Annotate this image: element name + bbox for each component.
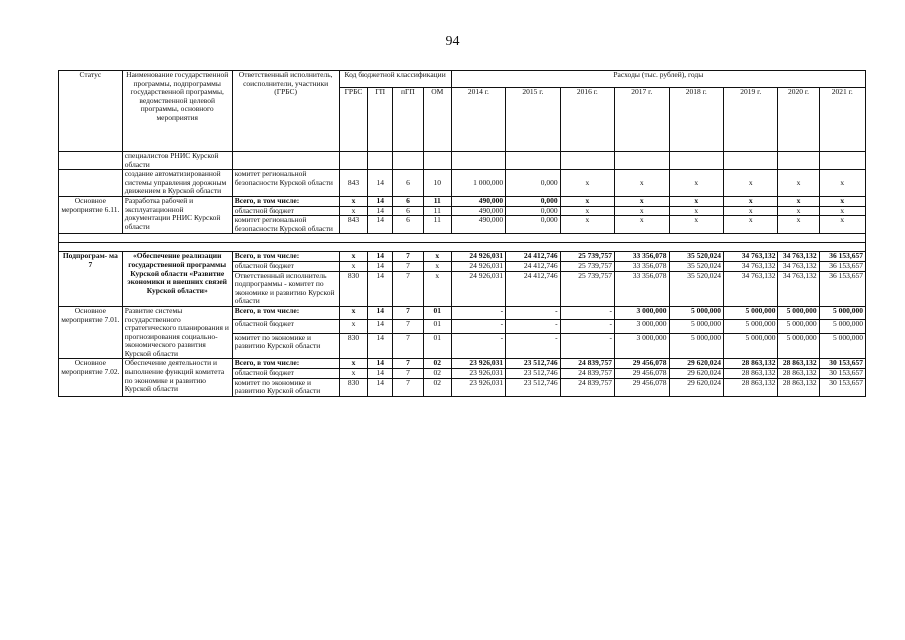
code-om: 01 xyxy=(423,320,451,333)
value-cell: 490,000 xyxy=(451,206,505,216)
empty-cell xyxy=(393,152,424,170)
responsible-cell: комитет по экономике и развитию Курской области xyxy=(232,333,339,359)
code-pgp: 6 xyxy=(393,206,424,216)
value-cell: 24 412,746 xyxy=(506,252,560,262)
value-cell: 5 000,000 xyxy=(723,306,777,319)
value-cell: x xyxy=(560,170,614,197)
value-cell: 5 000,000 xyxy=(723,320,777,333)
value-cell: x xyxy=(669,206,723,216)
value-cell: x xyxy=(723,216,777,234)
value-cell: 5 000,000 xyxy=(819,306,865,319)
value-cell: 29 620,024 xyxy=(669,359,723,369)
value-cell: 36 153,657 xyxy=(819,261,865,271)
block-row xyxy=(59,196,866,206)
code-om: 11 xyxy=(423,196,451,206)
name-cell: специалистов РНИС Курской области xyxy=(122,152,232,170)
value-cell: 24 926,031 xyxy=(451,261,505,271)
value-cell: 0,000 xyxy=(506,206,560,216)
code-grbs: x xyxy=(339,320,368,333)
value-cell: - xyxy=(560,320,614,333)
header-expenses-group: Расходы (тыс. рублей), годы xyxy=(451,71,865,88)
code-gp: 14 xyxy=(368,252,393,262)
code-grbs: 830 xyxy=(339,333,368,359)
code-pgp: 7 xyxy=(393,306,424,319)
header-year-2: 2016 г. xyxy=(560,88,614,152)
value-cell: 5 000,000 xyxy=(778,333,819,359)
header-code-0: ГРБС xyxy=(339,88,368,152)
spacer-row xyxy=(59,243,866,252)
responsible-cell: областной бюджет xyxy=(232,261,339,271)
empty-cell xyxy=(819,152,865,170)
code-pgp: 7 xyxy=(393,271,424,306)
value-cell: x xyxy=(778,196,819,206)
code-pgp: 7 xyxy=(393,261,424,271)
status-cell-empty xyxy=(59,152,123,170)
empty-cell xyxy=(451,152,505,170)
responsible-cell: комитет региональной безопасности Курской области xyxy=(232,170,339,197)
value-cell: - xyxy=(506,320,560,333)
responsible-cell: Всего, в том числе: xyxy=(232,196,339,206)
value-cell: x xyxy=(615,170,669,197)
block-row xyxy=(59,306,866,319)
status-cell-empty xyxy=(59,170,123,197)
value-cell: 25 739,757 xyxy=(560,271,614,306)
header-row-1 xyxy=(59,71,866,88)
value-cell: 490,000 xyxy=(451,216,505,234)
value-cell: 28 863,132 xyxy=(723,378,777,396)
block-row xyxy=(59,359,866,369)
value-cell: 490,000 xyxy=(451,196,505,206)
code-gp: 14 xyxy=(368,369,393,379)
code-pgp: 6 xyxy=(393,196,424,206)
header-year-7: 2021 г. xyxy=(819,88,865,152)
value-cell: 24 839,757 xyxy=(560,369,614,379)
value-cell: 29 456,078 xyxy=(615,378,669,396)
empty-cell xyxy=(339,152,368,170)
value-cell: 5 000,000 xyxy=(669,333,723,359)
code-pgp: 7 xyxy=(393,378,424,396)
value-cell: x xyxy=(819,206,865,216)
header-status: Статус xyxy=(59,71,123,152)
code-grbs: x xyxy=(339,196,368,206)
value-cell: x xyxy=(560,196,614,206)
code-gp: 14 xyxy=(368,206,393,216)
page-number: 94 xyxy=(445,34,460,49)
spacer-row xyxy=(59,234,866,243)
code-grbs: x xyxy=(339,306,368,319)
code-gp: 14 xyxy=(368,261,393,271)
responsible-cell: Всего, в том числе: xyxy=(232,252,339,262)
code-grbs: 830 xyxy=(339,378,368,396)
header-code-group: Код бюджетной классификации xyxy=(339,71,451,88)
empty-cell xyxy=(368,152,393,170)
value-cell: 5 000,000 xyxy=(723,333,777,359)
code-gp: 14 xyxy=(368,333,393,359)
name-cell: Развитие системы государственного стратегического планирования и прогнозирования социально-экономического развития Курской области xyxy=(122,306,232,359)
responsible-cell: Всего, в том числе: xyxy=(232,359,339,369)
value-cell: 23 926,031 xyxy=(451,369,505,379)
value-cell: 5 000,000 xyxy=(778,306,819,319)
value-cell: 24 839,757 xyxy=(560,378,614,396)
value-cell: 30 153,657 xyxy=(819,359,865,369)
value-cell: 28 863,132 xyxy=(778,378,819,396)
value-cell: 35 520,024 xyxy=(669,261,723,271)
value-cell: 23 926,031 xyxy=(451,378,505,396)
value-cell: 24 839,757 xyxy=(560,359,614,369)
value-cell: x xyxy=(615,216,669,234)
value-cell: x xyxy=(669,216,723,234)
value-cell: 34 763,132 xyxy=(778,261,819,271)
value-cell: 5 000,000 xyxy=(669,306,723,319)
value-cell: x xyxy=(560,216,614,234)
value-cell: x xyxy=(560,206,614,216)
value-cell: 0,000 xyxy=(506,216,560,234)
value-cell: 3 000,000 xyxy=(615,320,669,333)
spacer-cell xyxy=(59,243,866,252)
block-row xyxy=(59,252,866,262)
code-gp: 14 xyxy=(368,359,393,369)
code-om: 02 xyxy=(423,378,451,396)
value-cell: x xyxy=(778,206,819,216)
header-year-5: 2019 г. xyxy=(723,88,777,152)
value-cell: - xyxy=(451,320,505,333)
responsible-cell: Ответственный исполнитель подпрограммы - комитет по экономике и развитию Курской области xyxy=(232,271,339,306)
responsible-cell: областной бюджет xyxy=(232,206,339,216)
value-cell: 34 763,132 xyxy=(723,252,777,262)
value-cell: 5 000,000 xyxy=(819,320,865,333)
value-cell: 30 153,657 xyxy=(819,378,865,396)
code-gp: 14 xyxy=(368,271,393,306)
code-grbs: x xyxy=(339,252,368,262)
value-cell: 24 926,031 xyxy=(451,252,505,262)
code-pgp: 6 xyxy=(393,216,424,234)
spacer-cell xyxy=(59,234,866,243)
value-cell: 33 356,078 xyxy=(615,271,669,306)
code-grbs: x xyxy=(339,206,368,216)
value-cell: 5 000,000 xyxy=(819,333,865,359)
value-cell: 35 520,024 xyxy=(669,271,723,306)
value-cell: 33 356,078 xyxy=(615,261,669,271)
header-year-6: 2020 г. xyxy=(778,88,819,152)
value-cell: x xyxy=(723,196,777,206)
header-year-4: 2018 г. xyxy=(669,88,723,152)
value-cell: 29 620,024 xyxy=(669,369,723,379)
code-om: x xyxy=(423,261,451,271)
header-responsible: Ответственный исполнитель, соисполнители, участники (ГРБС) xyxy=(232,71,339,152)
value-cell: 36 153,657 xyxy=(819,271,865,306)
header-name: Наименование государственной программы, подпрограммы государственной программы, ведомственной целевой программы, основного мероприятия xyxy=(122,71,232,152)
value-cell: 36 153,657 xyxy=(819,252,865,262)
code-gp: 14 xyxy=(368,216,393,234)
responsible-cell: Всего, в том числе: xyxy=(232,306,339,319)
responsible-cell: областной бюджет xyxy=(232,320,339,333)
empty-cell xyxy=(778,152,819,170)
value-cell: 28 863,132 xyxy=(723,369,777,379)
header-code-2: пГП xyxy=(393,88,424,152)
header-year-1: 2015 г. xyxy=(506,88,560,152)
code-grbs: 843 xyxy=(339,170,368,197)
status-cell: Подпрограм- ма 7 xyxy=(59,252,123,307)
empty-cell xyxy=(560,152,614,170)
value-cell: 34 763,132 xyxy=(778,271,819,306)
continuation-row xyxy=(59,170,866,197)
value-cell: 29 456,078 xyxy=(615,359,669,369)
status-cell: Основное мероприятие 6.11. xyxy=(59,196,123,233)
name-cell: Обеспечение деятельности и выполнение функций комитета по экономике и развитию Курской области xyxy=(122,359,232,396)
name-cell: создание автоматизированной системы управления дорожным движением в Курской области xyxy=(122,170,232,197)
code-om: x xyxy=(423,252,451,262)
value-cell: 25 739,757 xyxy=(560,252,614,262)
code-om: 11 xyxy=(423,206,451,216)
responsible-cell: областной бюджет xyxy=(232,369,339,379)
value-cell: 1 000,000 xyxy=(451,170,505,197)
value-cell: x xyxy=(669,170,723,197)
value-cell: 28 863,132 xyxy=(778,369,819,379)
header-year-0: 2014 г. xyxy=(451,88,505,152)
value-cell: 34 763,132 xyxy=(778,252,819,262)
value-cell: 35 520,024 xyxy=(669,252,723,262)
code-pgp: 6 xyxy=(393,170,424,197)
code-gp: 14 xyxy=(368,306,393,319)
empty-cell xyxy=(232,152,339,170)
value-cell: 24 412,746 xyxy=(506,261,560,271)
value-cell: 28 863,132 xyxy=(778,359,819,369)
empty-cell xyxy=(723,152,777,170)
code-om: 02 xyxy=(423,359,451,369)
continuation-row xyxy=(59,152,866,170)
value-cell: 0,000 xyxy=(506,196,560,206)
value-cell: 3 000,000 xyxy=(615,306,669,319)
code-om: 01 xyxy=(423,333,451,359)
code-pgp: 7 xyxy=(393,333,424,359)
code-pgp: 7 xyxy=(393,369,424,379)
value-cell: x xyxy=(723,206,777,216)
header-year-3: 2017 г. xyxy=(615,88,669,152)
value-cell: - xyxy=(560,333,614,359)
value-cell: x xyxy=(723,170,777,197)
code-gp: 14 xyxy=(368,320,393,333)
value-cell: 24 926,031 xyxy=(451,271,505,306)
value-cell: 33 356,078 xyxy=(615,252,669,262)
value-cell: x xyxy=(615,196,669,206)
code-pgp: 7 xyxy=(393,252,424,262)
value-cell: 28 863,132 xyxy=(723,359,777,369)
value-cell: 29 620,024 xyxy=(669,378,723,396)
value-cell: 34 763,132 xyxy=(723,271,777,306)
value-cell: - xyxy=(506,333,560,359)
value-cell: - xyxy=(451,306,505,319)
code-gp: 14 xyxy=(368,170,393,197)
value-cell: 5 000,000 xyxy=(778,320,819,333)
value-cell: 23 512,746 xyxy=(506,359,560,369)
value-cell: 23 512,746 xyxy=(506,378,560,396)
code-om: 11 xyxy=(423,216,451,234)
value-cell: 0,000 xyxy=(506,170,560,197)
status-cell: Основное мероприятие 7.02. xyxy=(59,359,123,396)
budget-table xyxy=(58,70,866,397)
code-om: 02 xyxy=(423,369,451,379)
value-cell: x xyxy=(615,206,669,216)
value-cell: 24 412,746 xyxy=(506,271,560,306)
code-gp: 14 xyxy=(368,196,393,206)
code-grbs: x xyxy=(339,261,368,271)
header-code-1: ГП xyxy=(368,88,393,152)
empty-cell xyxy=(506,152,560,170)
name-cell: Разработка рабочей и эксплуатационной документации РНИС Курской области xyxy=(122,196,232,233)
code-om: 01 xyxy=(423,306,451,319)
value-cell: 29 456,078 xyxy=(615,369,669,379)
value-cell: x xyxy=(778,216,819,234)
responsible-cell: комитет по экономике и развитию Курской области xyxy=(232,378,339,396)
status-cell: Основное мероприятие 7.01. xyxy=(59,306,123,359)
value-cell: - xyxy=(451,333,505,359)
empty-cell xyxy=(423,152,451,170)
code-om: x xyxy=(423,271,451,306)
code-om: 10 xyxy=(423,170,451,197)
code-pgp: 7 xyxy=(393,359,424,369)
code-grbs: 830 xyxy=(339,271,368,306)
value-cell: x xyxy=(669,196,723,206)
empty-cell xyxy=(615,152,669,170)
value-cell: - xyxy=(560,306,614,319)
value-cell: 3 000,000 xyxy=(615,333,669,359)
value-cell: 5 000,000 xyxy=(669,320,723,333)
value-cell: 23 512,746 xyxy=(506,369,560,379)
value-cell: 34 763,132 xyxy=(723,261,777,271)
value-cell: x xyxy=(819,170,865,197)
value-cell: x xyxy=(819,216,865,234)
code-grbs: x xyxy=(339,359,368,369)
value-cell: 30 153,657 xyxy=(819,369,865,379)
empty-cell xyxy=(669,152,723,170)
value-cell: 25 739,757 xyxy=(560,261,614,271)
code-grbs: x xyxy=(339,369,368,379)
name-cell: «Обеспечение реализации государственной программы Курской области «Развитие экономики и внешних связей Курской области» xyxy=(122,252,232,307)
value-cell: x xyxy=(819,196,865,206)
value-cell: - xyxy=(506,306,560,319)
code-pgp: 7 xyxy=(393,320,424,333)
header-code-3: ОМ xyxy=(423,88,451,152)
value-cell: x xyxy=(778,170,819,197)
code-gp: 14 xyxy=(368,378,393,396)
responsible-cell: комитет региональной безопасности Курской области xyxy=(232,216,339,234)
value-cell: 23 926,031 xyxy=(451,359,505,369)
code-grbs: 843 xyxy=(339,216,368,234)
